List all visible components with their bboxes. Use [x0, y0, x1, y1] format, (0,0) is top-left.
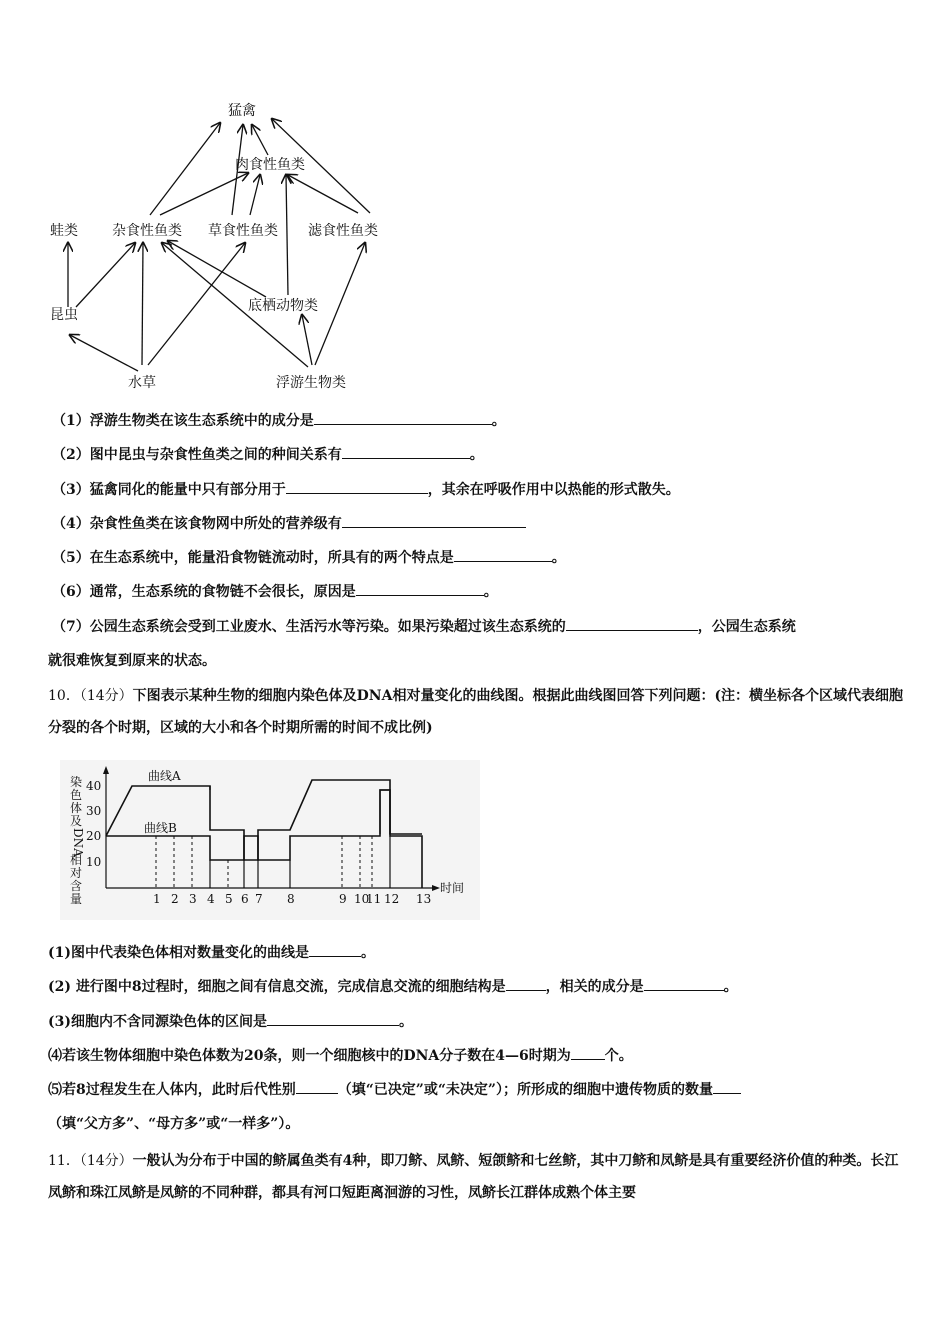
arrow-plankton-benthic	[302, 315, 312, 365]
answer-blank[interactable]	[309, 942, 361, 957]
arrow-plant-insect	[70, 335, 138, 371]
q9-item-1: （1）浮游生物类在该生态系统中的成分是 。	[52, 410, 506, 431]
node-insects: 昆虫	[50, 307, 78, 323]
answer-blank[interactable]	[506, 976, 546, 991]
answer-blank[interactable]	[454, 547, 552, 562]
node-omnivorous-fish: 杂食性鱼类	[112, 223, 182, 239]
node-carnivorous-fish: 肉食性鱼类	[235, 157, 305, 173]
y-axis-label-char: DNA	[71, 828, 85, 857]
x-axis-label: 时间	[440, 881, 465, 895]
y-axis-label-char: 染	[70, 775, 83, 789]
x-tick: 13	[416, 892, 432, 906]
answer-blank[interactable]	[566, 616, 698, 631]
arrow-insect-omni	[76, 243, 135, 307]
answer-blank[interactable]	[314, 410, 492, 425]
node-benthic: 底栖动物类	[248, 298, 318, 314]
q10-item-5: ⑸若8过程发生在人体内，此时后代性别 （填“已决定”或“未决定”）；所形成的细胞中遗传物质的数量	[48, 1079, 741, 1100]
arrow-filter-carn	[288, 175, 358, 213]
q10-item-1: (1)图中代表染色体相对数量变化的曲线是 。	[48, 942, 375, 963]
answer-blank[interactable]	[644, 976, 724, 991]
q10-item-2: (2) 进行图中8过程时，细胞之间有信息交流，完成信息交流的细胞结构是 ，相关的成分是 。	[48, 976, 738, 997]
q9-item-3: （3）猛禽同化的能量中只有部分用于 ，其余在呼吸作用中以热能的形式散失。	[52, 479, 680, 500]
node-filter-fish: 滤食性鱼类	[308, 223, 378, 239]
x-tick: 1	[153, 892, 161, 906]
answer-blank[interactable]	[286, 479, 428, 494]
y-axis-label-char: 体	[70, 801, 83, 815]
y-tick: 40	[86, 779, 102, 793]
x-tick: 2	[171, 892, 179, 906]
arrow-herb-carn	[250, 175, 260, 215]
node-plankton: 浮游生物类	[276, 375, 346, 391]
node-raptor: 猛禽	[228, 103, 256, 119]
chromosome-dna-chart	[60, 760, 480, 920]
x-tick: 11	[366, 892, 382, 906]
q10-stem: 10．（14分）下图表示某种生物的细胞内染色体及DNA相对量变化的曲线图。根据此曲线图回答下列问题：(注：横坐标各个区域代表细胞分裂的各个时期，区域的大小和各个时期所需的时间不成比例)	[48, 688, 904, 736]
q9-item-6: （6）通常，生态系统的食物链不会很长，原因是 。	[52, 581, 498, 602]
x-tick: 10	[354, 892, 370, 906]
arrow-plant-herb	[148, 243, 245, 365]
arrow-carn-raptor	[252, 125, 268, 155]
q9-item-7-cont: 就很难恢复到原来的状态。	[48, 653, 216, 669]
answer-blank[interactable]	[713, 1079, 741, 1094]
q10-item-3: (3)细胞内不含同源染色体的区间是 。	[48, 1011, 413, 1032]
answer-blank[interactable]	[296, 1079, 338, 1094]
arrow-plant-omni	[142, 243, 143, 365]
x-tick: 12	[384, 892, 400, 906]
answer-blank[interactable]	[267, 1011, 399, 1026]
arrow-benthic-omni	[168, 241, 266, 297]
node-water-plants: 水草	[128, 375, 156, 391]
answer-blank[interactable]	[571, 1045, 605, 1060]
x-tick: 4	[207, 892, 215, 906]
y-axis-label-char: 相	[70, 853, 83, 867]
y-tick: 10	[86, 855, 102, 869]
q9-item-4: （4）杂食性鱼类在该食物网中所处的营养级有	[52, 513, 526, 534]
curve-b-label: 曲线B	[144, 821, 177, 835]
arrow-omni-raptor	[150, 123, 220, 215]
y-axis-label-char: 量	[70, 892, 83, 906]
x-tick: 5	[225, 892, 233, 906]
x-tick: 6	[241, 892, 249, 906]
x-tick: 9	[339, 892, 347, 906]
y-axis-label-char: 及	[70, 814, 83, 828]
q9-item-7: （7）公园生态系统会受到工业废水、生活污水等污染。如果污染超过该生态系统的 ，公园生态系统	[52, 616, 796, 637]
y-tick: 30	[86, 804, 102, 818]
y-axis-label-char: 含	[70, 879, 83, 893]
curve-a-label: 曲线A	[148, 769, 181, 783]
node-herbivorous-fish: 草食性鱼类	[208, 223, 278, 239]
arrow-plankton-filter	[315, 243, 365, 365]
q11-stem: 11．（14分）一般认为分布于中国的鲚属鱼类有4种，即刀鲚、凤鲚、短颌鲚和七丝鲚，其中刀鲚和凤鲚是具有重要经济价值的种类。长江凤鲚和珠江凤鲚是凤鲚的不同种群，都具有河口短距离洄游的习性，凤鲚长江群体成熟个体主要	[48, 1153, 899, 1201]
answer-blank[interactable]	[342, 444, 470, 459]
q9-item-5: （5）在生态系统中，能量沿食物链流动时，所具有的两个特点是 。	[52, 547, 566, 568]
arrow-benthic-carn	[286, 175, 288, 295]
x-tick: 3	[189, 892, 197, 906]
answer-blank[interactable]	[342, 513, 526, 528]
q10-item-5-cont: （填“父方多”、“母方多”或“一样多”）。	[48, 1116, 300, 1132]
x-tick: 8	[287, 892, 295, 906]
q9-item-2: （2）图中昆虫与杂食性鱼类之间的种间关系有 。	[52, 444, 484, 465]
food-web-diagram	[40, 95, 410, 395]
y-tick: 20	[86, 829, 102, 843]
x-tick: 7	[255, 892, 263, 906]
node-frogs: 蛙类	[50, 223, 78, 239]
y-axis-label-char: 色	[70, 788, 83, 802]
answer-blank[interactable]	[356, 581, 484, 596]
q10-item-4: ⑷若该生物体细胞中染色体数为20条，则一个细胞核中的DNA分子数在4—6时期为 个。	[48, 1045, 633, 1066]
y-axis-label-char: 对	[70, 866, 83, 880]
